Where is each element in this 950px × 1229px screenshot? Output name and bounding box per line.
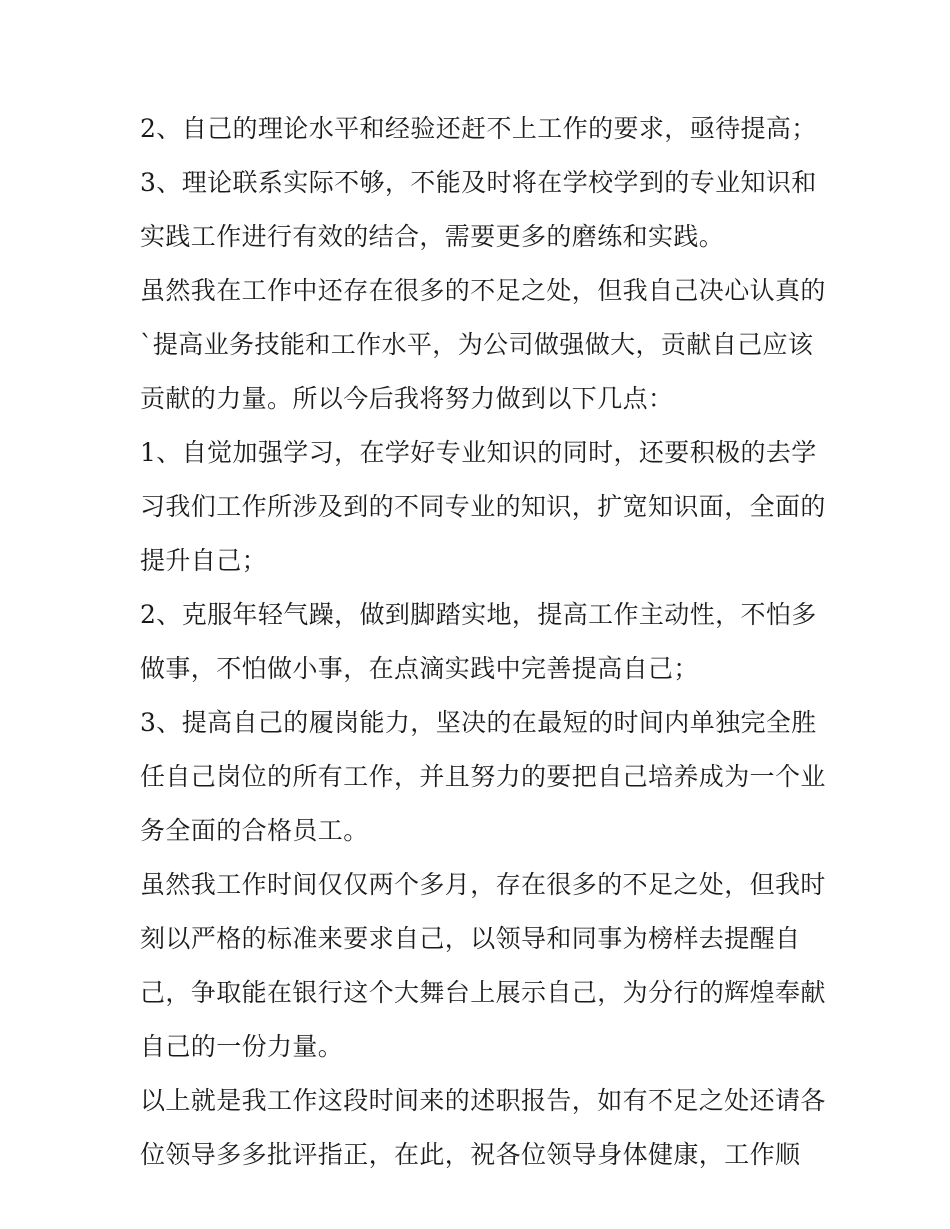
text-line: 3、理论联系实际不够，不能及时将在学校学到的专业知识和 <box>140 168 817 197</box>
text-line: 务全面的合格员工。 <box>140 816 369 845</box>
text-line: 3、提高自己的履岗能力，坚决的在最短的时间内单独完全胜 <box>140 708 817 737</box>
text-line: 刻以严格的标准来要求自己，以领导和同事为榜样去提醒自 <box>140 924 801 953</box>
text-line: `提高业务技能和工作水平，为公司做强做大，贡献自己应该 <box>140 330 814 359</box>
text-line: 以上就是我工作这段时间来的述职报告，如有不足之处还请各 <box>140 1086 826 1115</box>
text-line: 己，争取能在银行这个大舞台上展示自己，为分行的辉煌奉献 <box>140 978 826 1007</box>
document-body <box>140 102 826 1182</box>
text-line: 2、自己的理论水平和经验还赶不上工作的要求，亟待提高； <box>140 114 817 143</box>
text-line: 虽然我在工作中还存在很多的不足之处，但我自己决心认真的 <box>140 276 826 305</box>
text-line: 习我们工作所涉及到的不同专业的知识，扩宽知识面，全面的 <box>140 492 826 521</box>
text-line: 提升自己； <box>140 546 268 575</box>
text-line: 虽然我工作时间仅仅两个多月，存在很多的不足之处，但我时 <box>140 870 826 899</box>
text-line: 实践工作进行有效的结合，需要更多的磨练和实践。 <box>140 222 725 251</box>
text-line: 做事，不怕做小事，在点滴实践中完善提高自己； <box>140 654 699 683</box>
text-line: 自己的一份力量。 <box>140 1032 344 1061</box>
text-line: 任自己岗位的所有工作，并且努力的要把自己培养成为一个业 <box>140 762 826 791</box>
text-line: 贡献的力量。所以今后我将努力做到以下几点： <box>140 384 674 413</box>
text-line: 2、克服年轻气躁，做到脚踏实地，提高工作主动性，不怕多 <box>140 600 817 629</box>
text-line: 1、自觉加强学习，在学好专业知识的同时，还要积极的去学 <box>140 438 817 467</box>
text-line: 位领导多多批评指正，在此，祝各位领导身体健康，工作顺 <box>140 1140 801 1169</box>
